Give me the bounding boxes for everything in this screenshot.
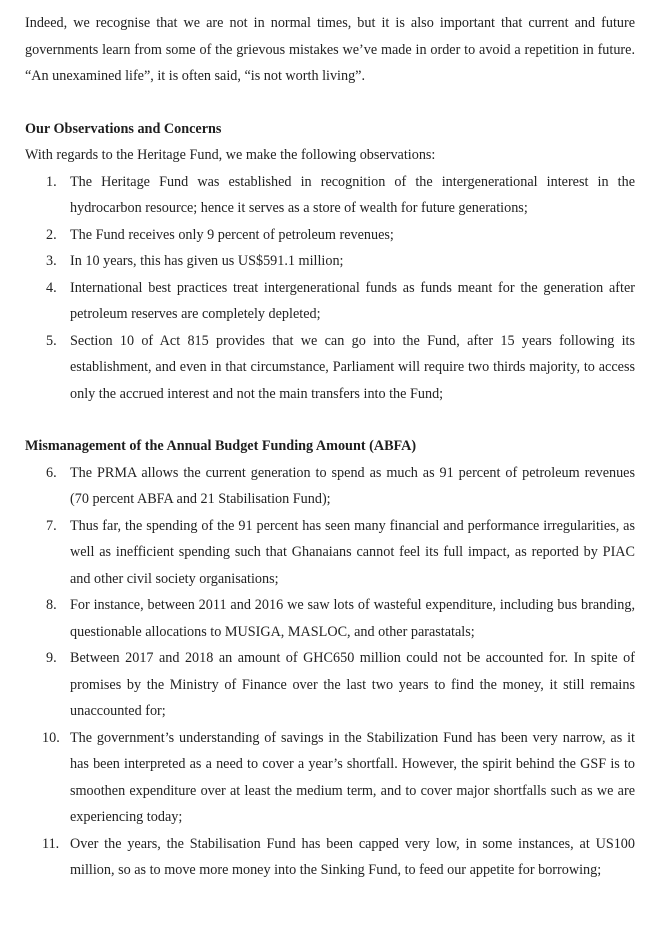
list-item-number: 8.: [46, 597, 57, 613]
list-item: [25, 725, 635, 831]
list-item: [25, 275, 635, 328]
list-item: [25, 460, 635, 513]
section-spacer: [25, 407, 635, 433]
intro-paragraph: Indeed, we recognise that we are not in normal times, but it is also important that current and future governments learn from some of the grievous mistakes we’ve made in order to avoid a repetition in future. “An unexamined life”, it is often said, “is not worth living”.: [25, 15, 635, 84]
list-item-text: Thus far, the spending of the 91 percent has seen many financial and performance irregularities, as well as inefficient spending such that Ghanaians cannot feel its full impact, as reported by PIAC and other civil society organisations;: [70, 517, 635, 587]
list-item-number: 9.: [46, 650, 57, 666]
list-item-number: 5.: [46, 332, 57, 349]
list-item-number: 7.: [46, 517, 57, 534]
list-item-number: 10.: [42, 729, 60, 746]
list-item: [25, 248, 635, 275]
list-item-number: 2.: [46, 226, 57, 243]
section-heading-observations: Our Observations and Concerns: [25, 120, 222, 137]
list-item-text: International best practices treat intergenerational funds as funds meant for the generation after petroleum reserves are completely depleted;: [70, 279, 635, 322]
list-item-number: 3.: [46, 253, 57, 269]
list-item: [25, 831, 635, 884]
list-item-text: The Fund receives only 9 percent of petroleum revenues;: [70, 226, 394, 243]
section-lead: With regards to the Heritage Fund, we make the following observations:: [25, 147, 436, 163]
list-item-text: The government’s understanding of savings in the Stabilization Fund has been very narrow, as it has been interpreted as a need to cover a year’s shortfall. However, the spirit behind the GSF is to smoothen expenditure over at least the medium term, and to cover major shortfalls such as we are experiencing today;: [70, 729, 635, 825]
list-item-text: The PRMA allows the current generation to spend as much as 91 percent of petroleum revenues (70 percent ABFA and 21 Stabilisation Fund);: [70, 464, 635, 507]
section-mismanagement: [25, 433, 635, 884]
list-item-text: Section 10 of Act 815 provides that we can go into the Fund, after 15 years following its establishment, and even in that circumstance, Parliament will require two thirds majority, to access only the accrued interest and not the main transfers into the Fund;: [70, 332, 635, 402]
list-item-number: 6.: [46, 464, 57, 481]
list-item: [25, 645, 635, 725]
list-item: [25, 328, 635, 408]
mismanagement-list: [25, 460, 635, 884]
list-item-text: In 10 years, this has given us US$591.1 million;: [70, 253, 344, 269]
list-item-text: Over the years, the Stabilisation Fund has been capped very low, in some instances, at US100 million, so as to move more money into the Sinking Fund, to feed our appetite for borrowing;: [70, 835, 635, 878]
list-item-number: 4.: [46, 279, 57, 296]
list-item: [25, 513, 635, 593]
list-item-number: 1.: [46, 173, 57, 190]
list-item: [25, 169, 635, 222]
list-item: [25, 592, 635, 645]
list-item-number: 11.: [42, 835, 60, 852]
list-item: [25, 222, 635, 249]
section-heading-mismanagement: Mismanagement of the Annual Budget Funding Amount (ABFA): [25, 438, 417, 454]
section-observations: [25, 116, 635, 408]
list-item-text: For instance, between 2011 and 2016 we saw lots of wasteful expenditure, including bus branding, questionable allocations to MUSIGA, MASLOC, and other parastatals;: [70, 597, 635, 640]
list-item-text: The Heritage Fund was established in recognition of the intergenerational interest in the hydrocarbon resource; hence it serves as a store of wealth for future generations;: [70, 173, 635, 216]
observations-list: [25, 169, 635, 408]
list-item-text: Between 2017 and 2018 an amount of GHC650 million could not be accounted for. In spite of promises by the Ministry of Finance over the last two years to find the money, it still remains unaccounted for;: [70, 650, 635, 719]
